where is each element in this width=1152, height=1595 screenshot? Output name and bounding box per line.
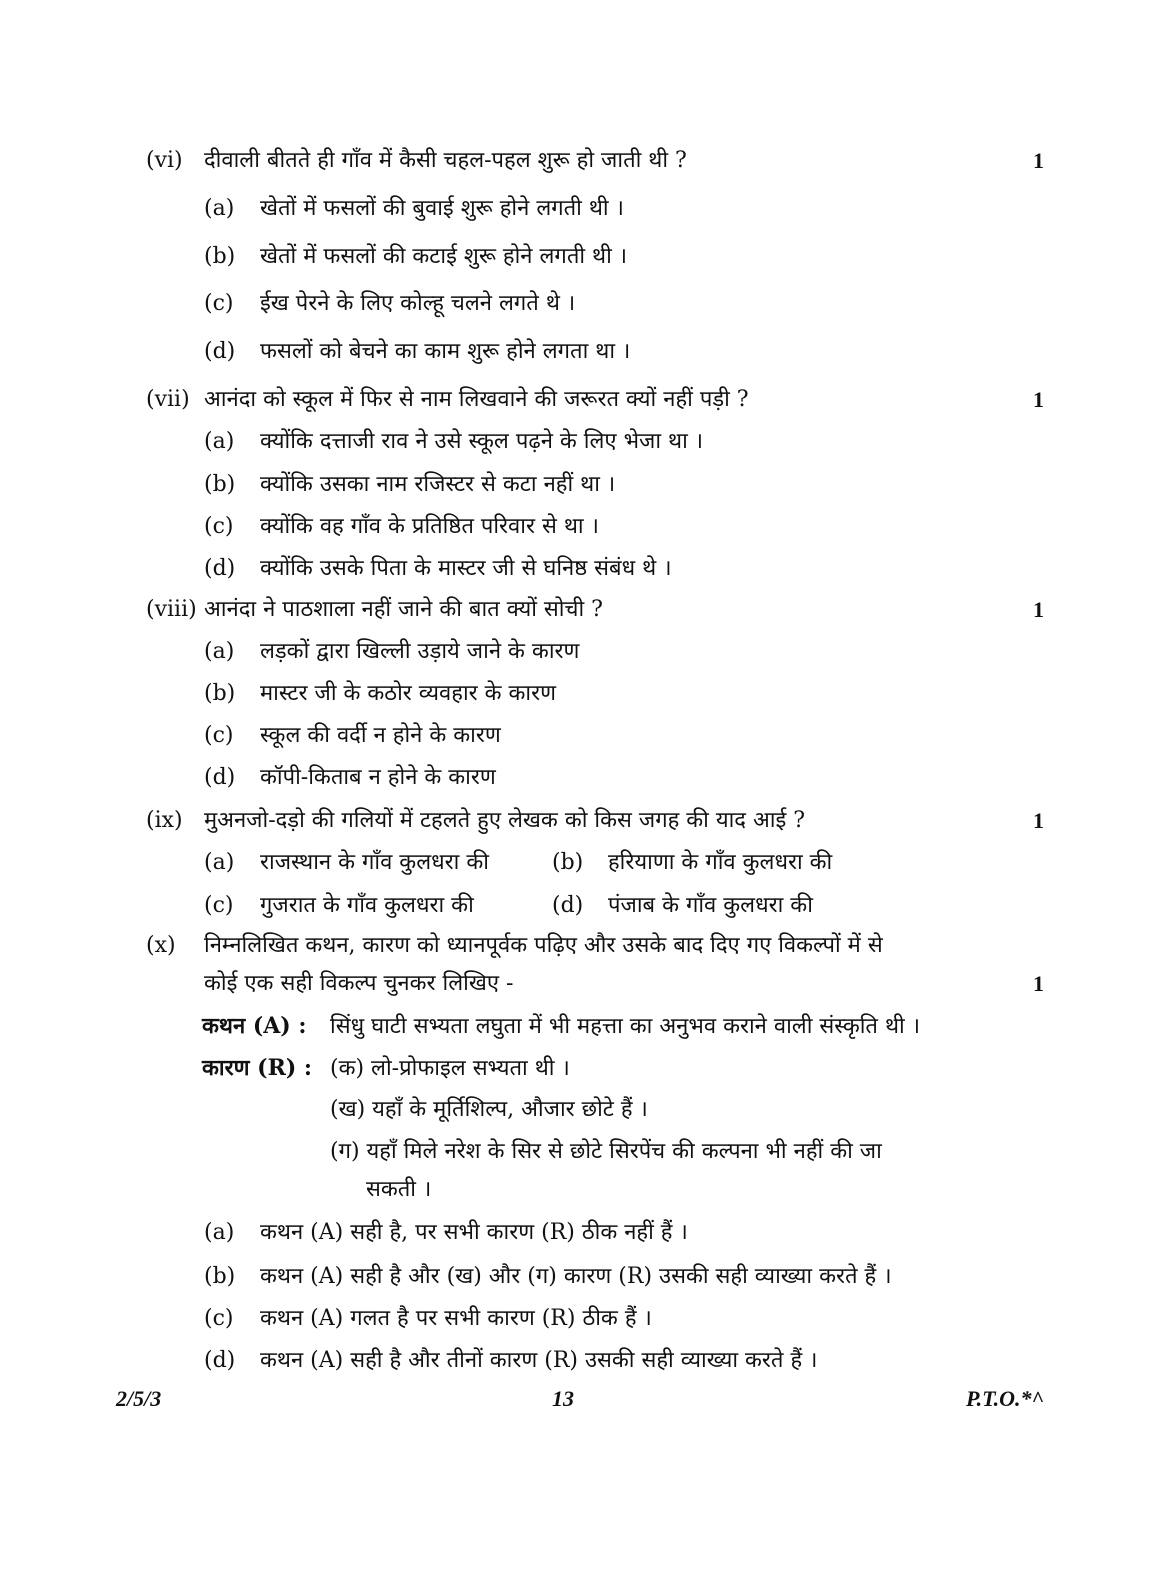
paper-code: 2/5/3 — [116, 1386, 162, 1411]
assertion — [202, 1011, 920, 1042]
marks: 1 — [1033, 971, 1044, 996]
option-c: (c) स्कूल की वर्दी न होने के कारण — [204, 723, 501, 748]
question-number: (viii) — [146, 597, 197, 622]
marks: 1 — [1033, 808, 1044, 833]
question-text: दीवाली बीतते ही गाँव में कैसी चहल-पहल शुरू हो जाती थी ? — [204, 148, 687, 173]
option-a: (a) राजस्थान के गाँव कुलधरा की — [204, 850, 489, 875]
reason-2: (ख) यहाँ के मूर्तिशिल्प, औजार छोटे हैं । — [330, 1097, 648, 1122]
page-number: 13 — [552, 1386, 574, 1411]
option-c: (c) ईख पेरने के लिए कोल्हू चलने लगते थे । — [204, 291, 576, 316]
marks: 1 — [1033, 597, 1044, 622]
reason — [202, 1053, 570, 1084]
question-text-line2: कोई एक सही विकल्प चुनकर लिखिए - — [204, 971, 514, 996]
option-b: (b) खेतों में फसलों की कटाई शुरू होने लगती थी । — [204, 244, 628, 269]
option-b: (b) मास्टर जी के कठोर व्यवहार के कारण — [204, 681, 557, 706]
option-d: (d) फसलों को बेचने का काम शुरू होने लगता था । — [204, 339, 631, 364]
question-number: (vii) — [146, 387, 190, 412]
option-b: (b) क्योंकि उसका नाम रजिस्टर से कटा नहीं था । — [204, 472, 616, 497]
question-number: (x) — [146, 933, 176, 958]
option-d: (d) कथन (A) सही है और तीनों कारण (R) उसकी सही व्याख्या करते हैं । — [204, 1348, 818, 1373]
assertion-text: सिंधु घाटी सभ्यता लघुता में भी महत्ता का अनुभव कराने वाली संस्कृति थी । — [330, 1014, 921, 1039]
reason-label: कारण (R) : — [202, 1055, 313, 1081]
option-b: (b) हरियाणा के गाँव कुलधरा की — [552, 850, 833, 875]
option-d: (d) कॉपी-किताब न होने के कारण — [204, 765, 496, 790]
question-number: (vi) — [146, 148, 183, 173]
question-text: आनंदा ने पाठशाला नहीं जाने की बात क्यों सोची ? — [204, 597, 603, 622]
marks: 1 — [1033, 387, 1044, 412]
option-b: (b) कथन (A) सही है और (ख) और (ग) कारण (R) उसकी सही व्याख्या करते हैं । — [204, 1264, 892, 1289]
option-d: (d) पंजाब के गाँव कुलधरा की — [552, 893, 813, 918]
pto-label: P.T.O.*^ — [966, 1386, 1044, 1411]
option-a: (a) कथन (A) सही है, पर सभी कारण (R) ठीक नहीं हैं । — [204, 1220, 688, 1245]
question-text: मुअनजो-दड़ो की गलियों में टहलते हुए लेखक को किस जगह की याद आई ? — [204, 808, 806, 833]
reason-3-continued: सकती । — [366, 1177, 432, 1202]
reason-3: (ग) यहाँ मिले नरेश के सिर से छोटे सिरपेंच की कल्पना भी नहीं की जा — [330, 1139, 882, 1164]
option-d: (d) क्योंकि उसके पिता के मास्टर जी से घनिष्ठ संबंध थे । — [204, 556, 672, 581]
option-c: (c) गुजरात के गाँव कुलधरा की — [204, 893, 474, 918]
reason-1: (क) लो-प्रोफाइल सभ्यता थी । — [330, 1056, 570, 1081]
question-text: आनंदा को स्कूल में फिर से नाम लिखवाने की जरूरत क्यों नहीं पड़ी ? — [204, 387, 749, 412]
option-c: (c) क्योंकि वह गाँव के प्रतिष्ठित परिवार से था । — [204, 514, 599, 539]
option-a: (a) क्योंकि दत्ताजी राव ने उसे स्कूल पढ़ने के लिए भेजा था । — [204, 429, 704, 454]
marks: 1 — [1033, 148, 1044, 173]
question-number: (ix) — [146, 808, 183, 833]
assertion-label: कथन (A) : — [202, 1013, 307, 1039]
option-c: (c) कथन (A) गलत है पर सभी कारण (R) ठीक हैं । — [204, 1306, 652, 1331]
option-a: (a) खेतों में फसलों की बुवाई शुरू होने लगती थी । — [204, 196, 624, 221]
question-text-line1: निम्नलिखित कथन, कारण को ध्यानपूर्वक पढ़िए और उसके बाद दिए गए विकल्पों में से — [204, 933, 883, 958]
option-a: (a) लड़कों द्वारा खिल्ली उड़ाये जाने के कारण — [204, 639, 580, 664]
